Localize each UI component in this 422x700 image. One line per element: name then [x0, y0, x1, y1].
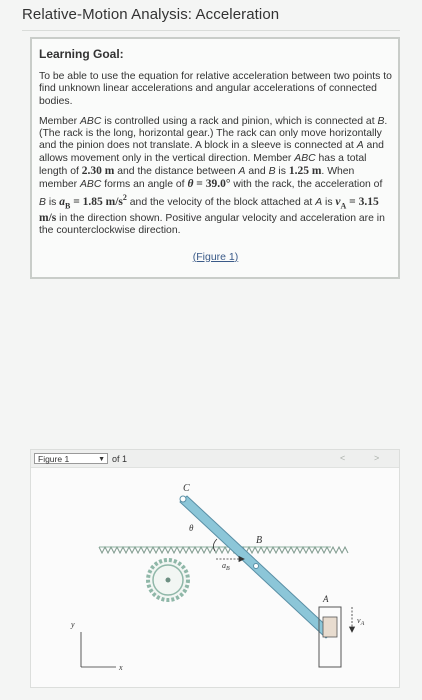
figure-1-link[interactable]: (Figure 1) [192, 250, 239, 263]
previous-figure-button[interactable]: < [340, 453, 346, 463]
sleeve [319, 607, 341, 667]
figure-select-value: Figure 1 [38, 454, 70, 464]
page-title: Relative-Motion Analysis: Acceleration [22, 6, 280, 23]
next-figure-button[interactable]: > [374, 453, 380, 463]
rack [99, 547, 348, 553]
title-divider [22, 30, 400, 31]
label-x: x [119, 663, 123, 672]
velocity-arrow [350, 607, 355, 632]
label-y: y [71, 620, 75, 629]
angle-arc [213, 539, 217, 551]
pinion-gear [148, 560, 188, 600]
problem-statement: Member ABC is controlled using a rack and pinion, which is connected at B. (The rack is the long, horizontal gear.) The rack can only move horizontally and the pinion does not translate. A block in a sleeve is connected at A and allows movement only in the vertical direction. Member ABC has a total length of 2.30 m and the distance between A and B is 1.25 m. When member ABC forms an angle of θ = 39.0° with the rack, the acceleration of B is $a_B = 1.85$ $m/s^2$ and the velocity of the block attached at A is $v_A = 3.15$ m/s in the direction shown. Positive angular velocity and acceleration are in the counterclockwise direction. [39, 115, 388, 237]
label-c: C [183, 483, 190, 494]
velocity-value: $v_A = 3.15$ m/s [39, 195, 379, 225]
label-b: B [256, 535, 263, 546]
learning-goal-box [30, 37, 400, 279]
coordinate-axes [81, 632, 116, 667]
chevron-down-icon: ▼ [98, 456, 105, 463]
learning-goal-heading: Learning Goal: [39, 47, 124, 61]
label-theta: θ [189, 523, 194, 533]
acceleration-arrow [216, 557, 244, 562]
acceleration-value: $a_B = 1.85$ $m/s^2$ [59, 192, 127, 210]
mechanism-diagram [31, 467, 399, 687]
angle-value: θ = 39.0° [187, 178, 231, 191]
member-abc [180, 496, 333, 638]
learning-goal-text: To be able to use the equation for relative acceleration between two points to find unknown linear accelerations and angular accelerations of connected bodies. [39, 71, 392, 107]
figure-select[interactable] [34, 453, 108, 464]
label-v-a: $v_A$ [357, 616, 365, 627]
length-value: 2.30 m [81, 165, 115, 178]
label-a: A [323, 594, 329, 604]
figure-count: of 1 [112, 454, 128, 464]
figure-panel [30, 449, 400, 688]
distance-value: 1.25 m [288, 165, 322, 178]
rack-teeth [99, 547, 348, 553]
figure-toolbar [31, 450, 399, 468]
label-a-b: $a_B$ [222, 561, 230, 572]
